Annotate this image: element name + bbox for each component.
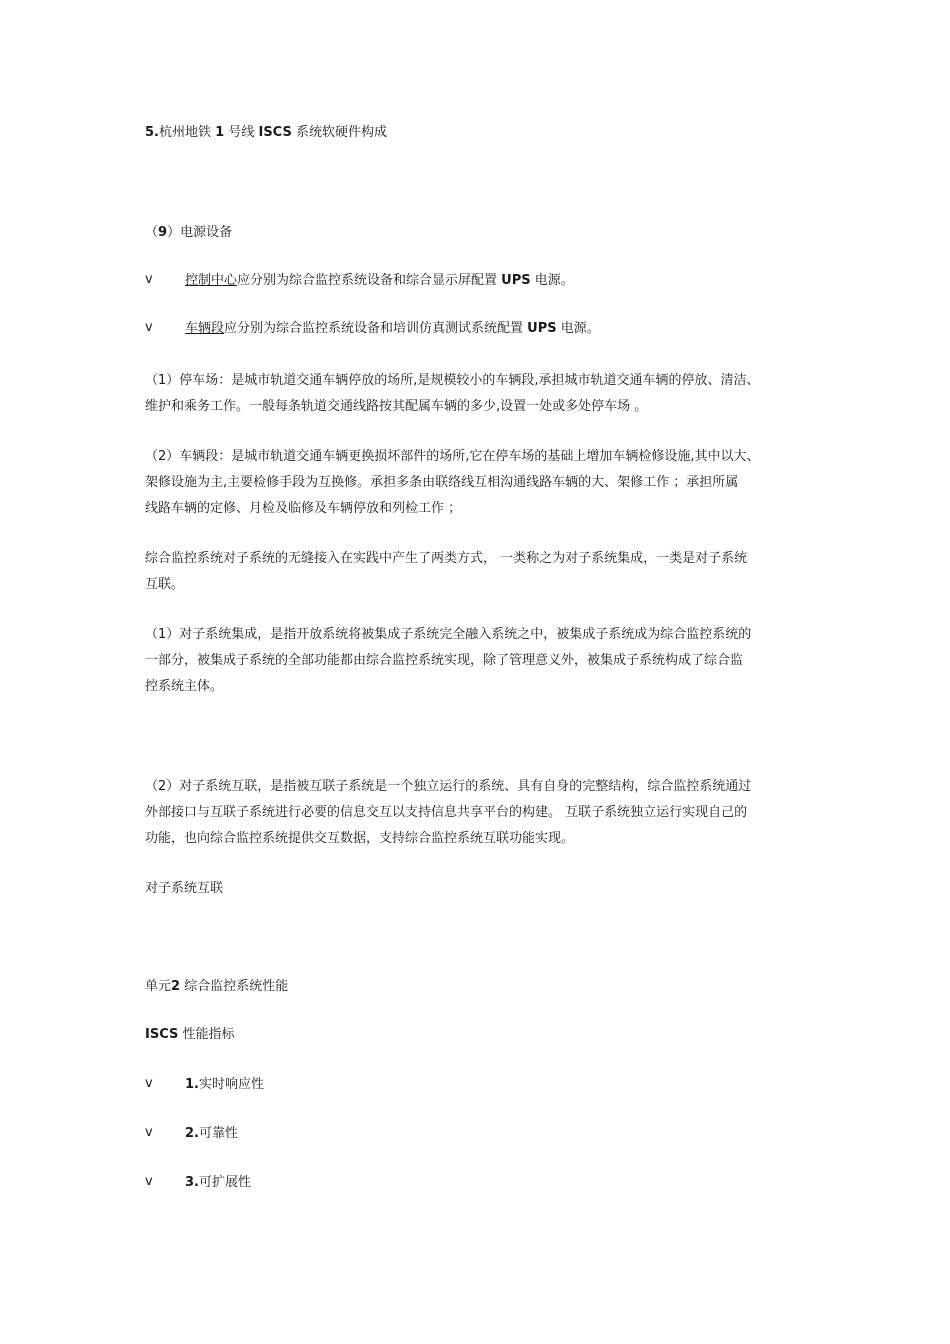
bullet-icon: v <box>145 272 153 287</box>
bullet-icon: v <box>145 1125 153 1140</box>
ups-label: UPS <box>501 273 531 288</box>
paragraph-line: 线路车辆的定修、月检及临修及车辆停放和列检工作 ； <box>145 501 462 516</box>
list-item <box>185 1076 264 1094</box>
power-item-tail: 电源。 <box>560 321 600 336</box>
paragraph-line: 控系统主体。 <box>145 679 224 694</box>
power-item-text: 应分别为综合监控系统设备和综合显示屏配置 <box>237 273 498 288</box>
paragraph-line: （1）对子系统集成，是指开放系统将被集成子系统完全融入系统之中，被集成子系统成为综合监控系统的 <box>145 627 752 642</box>
paragraph-line: （1）停车场：是城市轨道交通车辆停放的场所,是规模较小的车辆段,承担城市轨道交通车辆的停放、清洁、 <box>145 373 760 388</box>
perf-iscs: ISCS <box>145 1027 179 1042</box>
paragraph-line: 互联。 <box>145 577 185 592</box>
heading-text-2: 号线 <box>228 125 255 140</box>
power-item-depot <box>185 320 600 338</box>
heading-iscs: ISCS <box>258 125 292 140</box>
list-item <box>185 1174 251 1192</box>
list-item-label: 可靠性 <box>198 1126 238 1141</box>
bullet-icon: v <box>145 1174 153 1189</box>
unit-text: 综合监控系统性能 <box>180 979 289 994</box>
paragraph-line: （2）车辆段：是城市轨道交通车辆更换损坏部件的场所,它在停车场的基础上增加车辆检修设施,其中以大、 <box>145 449 760 464</box>
power-title-open: （ <box>145 225 159 240</box>
heading-text-1: 杭州地铁 <box>158 125 211 140</box>
paragraph-line: 综合监控系统对子系统的无缝接入在实践中产生了两类方式， 一类称之为对子系统集成，一类是对子系统 <box>145 551 748 566</box>
list-item <box>185 1125 238 1143</box>
power-item-tail: 电源。 <box>534 273 574 288</box>
heading-text-3: 系统软硬件构成 <box>295 125 387 140</box>
paragraph-line: 对子系统互联 <box>145 881 224 896</box>
list-item-number: 1. <box>185 1077 199 1092</box>
paragraph-line: 一部分，被集成子系统的全部功能都由综合监控系统实现，除了管理意义外，被集成子系统构成了综合监 <box>145 653 744 668</box>
paragraph-line: 维护和乘务工作。一般每条轨道交通线路按其配属车辆的多少,设置一处或多处停车场 。 <box>145 399 648 414</box>
section-heading <box>145 124 387 142</box>
power-item-text: 应分别为综合监控系统设备和培训仿真测试系统配置 <box>224 321 524 336</box>
unit-title <box>145 978 288 996</box>
depot-link[interactable]: 车辆段 <box>185 321 225 336</box>
list-item-label: 实时响应性 <box>198 1077 264 1092</box>
paragraph-line: 外部接口与互联子系统进行必要的信息交互以支持信息共享平台的构建。 互联子系统独立运行实现自己的 <box>145 805 748 820</box>
perf-title <box>145 1026 235 1044</box>
list-item-label: 可扩展性 <box>198 1175 251 1190</box>
list-item-number: 2. <box>185 1126 199 1141</box>
bullet-icon: v <box>145 320 153 335</box>
heading-number: 5. <box>145 125 159 140</box>
unit-label: 单元 <box>145 979 172 994</box>
heading-line-number: 1 <box>215 125 225 140</box>
paragraph-line: （2）对子系统互联，是指被互联子系统是一个独立运行的系统、具有自身的完整结构，综合监控系统通过 <box>145 779 752 794</box>
ups-label: UPS <box>527 321 557 336</box>
power-title <box>145 224 232 242</box>
control-center-link[interactable]: 控制中心 <box>185 273 238 288</box>
power-title-text: ）电源设备 <box>167 225 233 240</box>
list-item-number: 3. <box>185 1175 199 1190</box>
power-title-number: 9 <box>158 225 168 240</box>
paragraph-line: 功能，也向综合监控系统提供交互数据，支持综合监控系统互联功能实现。 <box>145 831 575 846</box>
unit-number: 2 <box>171 979 181 994</box>
paragraph-line: 架修设施为主,主要检修手段为互换修。承担多条由联络线互相沟通线路车辆的大、架修工作 ；承担所属 <box>145 475 739 490</box>
bullet-icon: v <box>145 1076 153 1091</box>
power-item-control-center <box>185 272 574 290</box>
perf-text: 性能指标 <box>182 1027 235 1042</box>
